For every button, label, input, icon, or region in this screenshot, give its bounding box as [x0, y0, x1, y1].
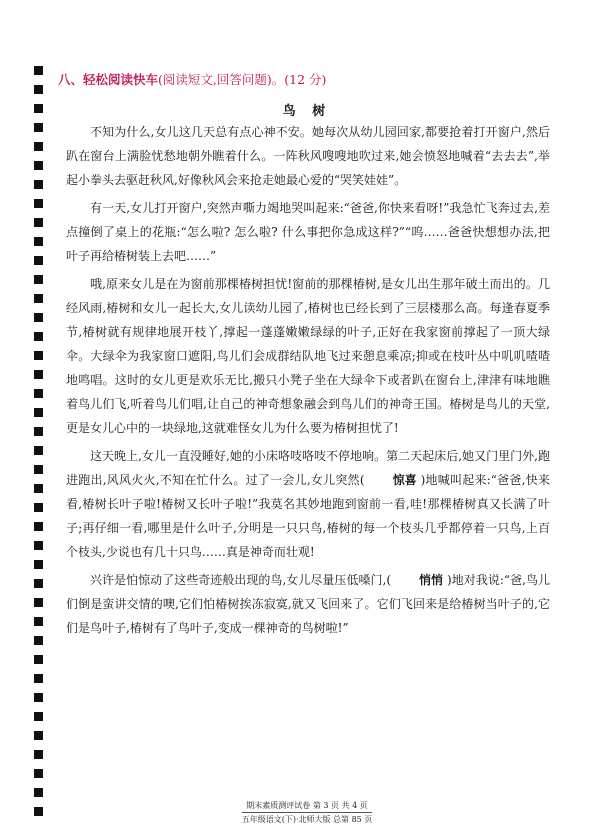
paragraph-5-start: 兴许是怕惊动了这些奇迹般出现的鸟,女儿尽量压低嗓门,( [90, 573, 392, 587]
answer-blank-2: 悄悄 [419, 573, 444, 587]
paragraph-1: 不知为什么,女儿这几天总有点心神不安。她每次从幼儿园回家,都要抢着打开窗户,然后趴在窗台上满脸忧愁地朝外瞧着什么。一阵秋风嗖嗖地吹过来,她会愤怒地喊着“去去去”,举起小拳头去驱赶秋风,好像秋风会来抢走她最心爱的“哭笑娃娃”。 [66, 125, 550, 187]
section-heading [58, 72, 556, 88]
paragraph-5 [66, 568, 550, 640]
story-title: 鸟 树 [282, 104, 332, 119]
binding-margin-marks [34, 66, 43, 826]
paragraph-4-start: 这天晚上,女儿一直没睡好,她的小床咯吱咯吱不停地响。第二天起床后,她又门里门外,跑进跑出,风风火火,不知在忙什么。过了一会儿,女儿突然( [66, 449, 550, 487]
section-heading-title: 八、轻松阅读快车 [58, 72, 159, 87]
footer-page-info: 期末素质测评试卷 第 3 页 共 4 页 [246, 801, 368, 810]
answer-blank-1: 惊喜 [392, 473, 417, 487]
paragraph-4 [66, 444, 550, 564]
paragraph-3: 哦,原来女儿是在为窗前那棵椿树担忧!窗前的那棵椿树,是女儿出生那年破土而出的。几经风雨,椿树和女儿一起长大,女儿读幼儿园了,椿树也已经长到了三层楼那么高。每逢春夏季节,椿树就有规律地展开枝丫,撑起一蓬蓬嫩嫩绿绿的叶子,正好在我家窗前撑起了一顶大绿伞。大绿伞为我家窗口遮阳,鸟儿们会成群结队地飞过来憩息乘凉;抑或在枝叶丛中叽叽喳喳地鸣唱。这时的女儿更是欢乐无比,搬只小凳子坐在大绿伞下或者趴在窗台上,津津有味地瞧着鸟儿们飞,听着鸟儿们唱,让自己的神奇想象融会到鸟儿们的神奇王国。椿树是鸟儿的天堂,更是女儿心中的一块绿地,这就难怪女儿为什么要为椿树担忧了! [66, 277, 550, 435]
section-heading-note: (阅读短文,回答问题)。(12 分) [158, 72, 327, 87]
footer-edition-info: 五年级语文(下)·北师大版 总第 85 页 [242, 812, 373, 826]
page-footer [58, 800, 556, 826]
story-body [66, 120, 550, 644]
paragraph-5-end: )地对我说:“爸,鸟儿们倒是蛮讲交情的噢,它们怕椿树挨冻寂寞,就又飞回来了。它们飞回来是给椿树当叶子的,它们是鸟叶子,椿树有了鸟叶子,变成一棵神奇的鸟树啦!” [66, 573, 550, 635]
paragraph-2: 有一天,女儿打开窗户,突然声嘶力竭地哭叫起来:“爸爸,你快来看呀!”我急忙飞奔过去,差点撞倒了桌上的花瓶:“怎么啦? 怎么啦? 什么事把你急成这样?”“呜……爸爸快想想办法,把叶子再给椿树装上去吧……” [66, 201, 550, 263]
paragraph-4-end: )地喊叫起来:“爸爸,快来看,椿树长叶子啦!椿树又长叶子啦!”我莫名其妙地跑到窗前一看,哇!那棵椿树真又长满了叶子;再仔细一看,哪里是什么叶子,分明是一只只鸟,椿树的每一个枝头几乎都停着一只鸟,上百个枝头,少说也有几十只鸟……真是神奇而壮观! [66, 473, 550, 559]
